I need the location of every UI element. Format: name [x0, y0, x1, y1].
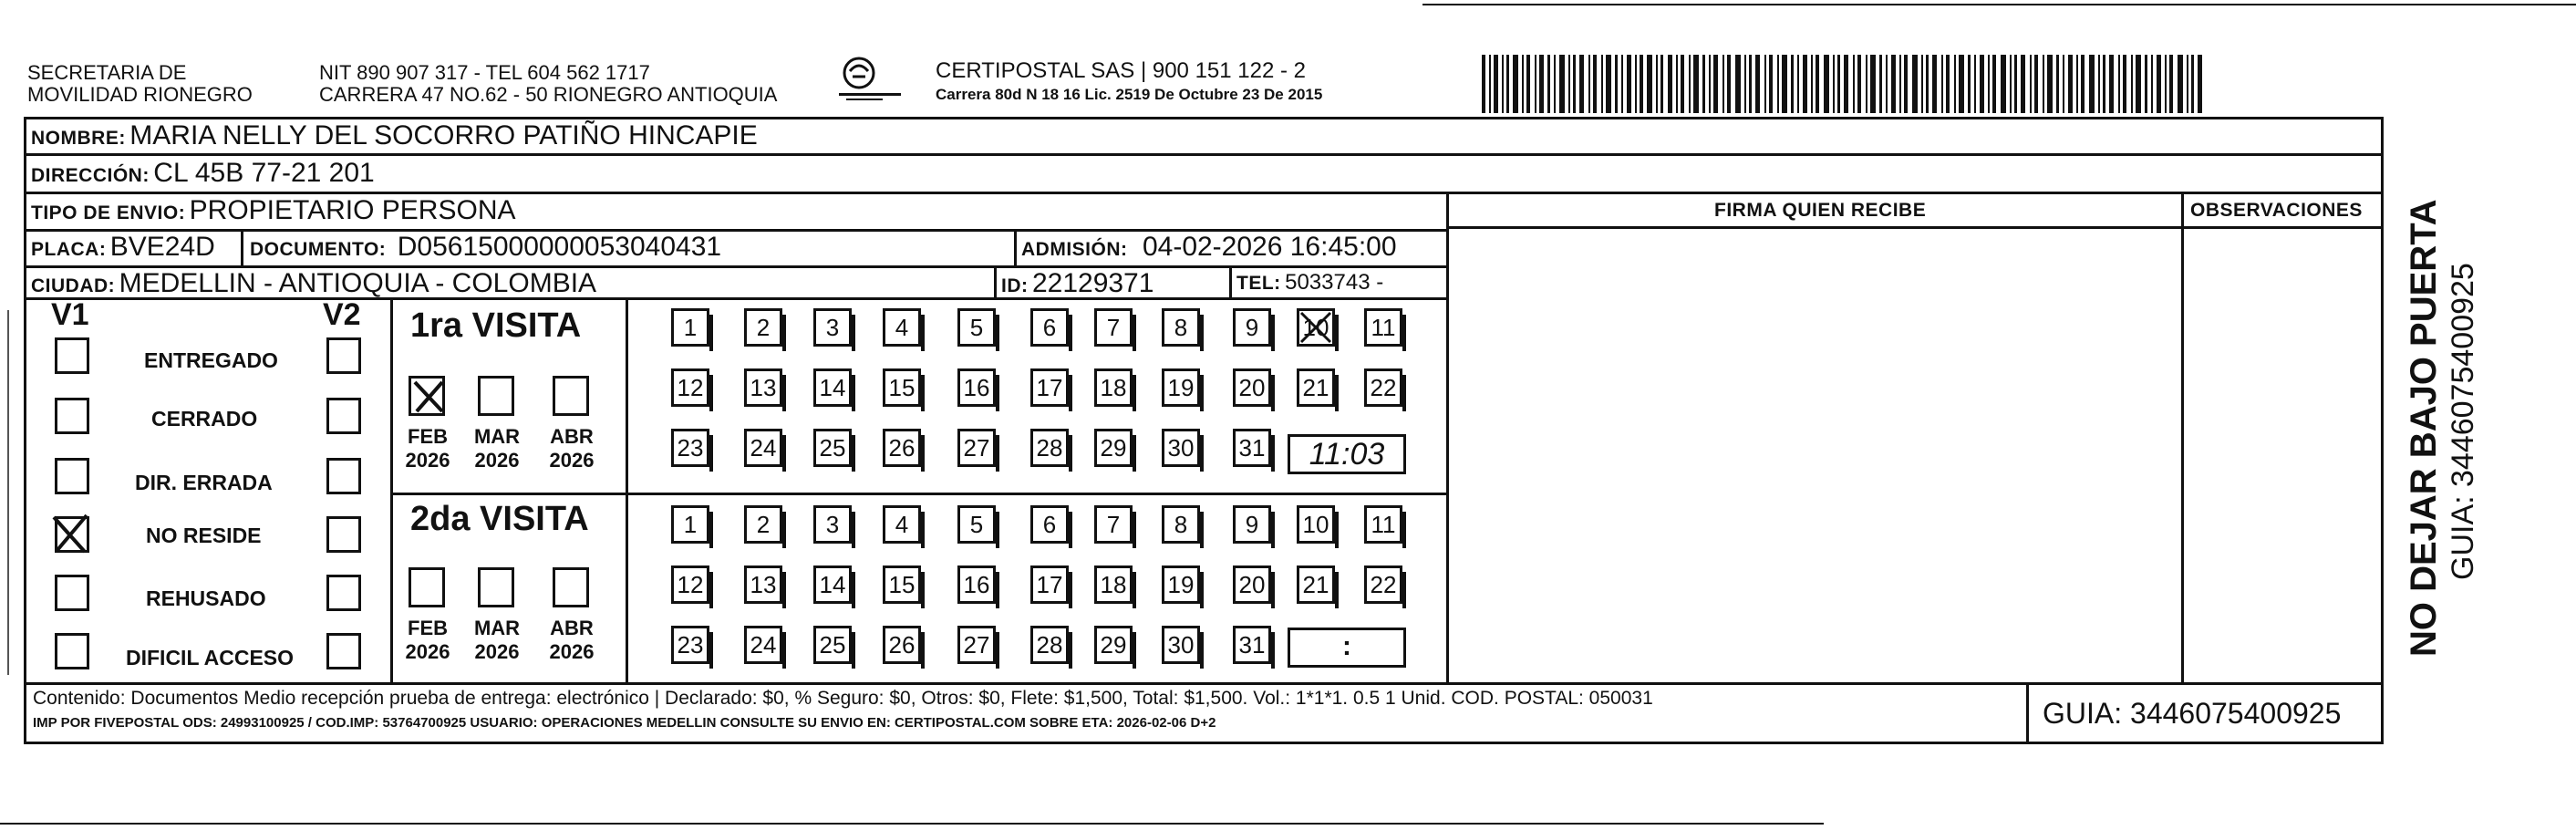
side-guide: GUIA: 3446075400925	[2446, 263, 2480, 580]
visit1-day-28[interactable]: 28	[1030, 429, 1069, 467]
shipping-label: TIPO DE ENVIO:	[31, 202, 186, 223]
status-entregado: ENTREGADO	[144, 348, 278, 372]
plate-value: BVE24D	[109, 232, 215, 262]
visit1-day-8[interactable]: 8	[1162, 308, 1200, 347]
visit1-day-10[interactable]: 10	[1297, 308, 1335, 347]
visit2-day-25[interactable]: 25	[813, 626, 852, 664]
visit1-day-20[interactable]: 20	[1233, 368, 1271, 407]
courier-license: Carrera 80d N 18 16 Lic. 2519 De Octubre 23 De 2015	[936, 86, 1323, 103]
v2-checkbox-no-reside[interactable]	[326, 516, 361, 553]
check-mark-icon	[50, 512, 90, 555]
recipient-name: MARIA NELLY DEL SOCORRO PATIÑO HINCAPIE	[129, 120, 758, 150]
visit1-day-29[interactable]: 29	[1094, 429, 1133, 467]
visit1-month-box-mar[interactable]	[478, 376, 514, 416]
visit2-day-14[interactable]: 14	[813, 565, 852, 604]
v1-checkbox-cerrado[interactable]	[55, 398, 89, 434]
admission-value: 04-02-2026 16:45:00	[1142, 232, 1397, 262]
visit2-time[interactable]: :	[1288, 628, 1406, 668]
id-label: ID:	[1001, 275, 1029, 296]
v2-checkbox-dir-errada[interactable]	[326, 458, 361, 494]
visit1-day-22[interactable]: 22	[1364, 368, 1402, 407]
status-no-reside: NO RESIDE	[146, 524, 262, 547]
visit1-day-16[interactable]: 16	[957, 368, 996, 407]
v1-checkbox-entregado[interactable]	[55, 337, 89, 374]
v2-checkbox-cerrado[interactable]	[326, 398, 361, 434]
visit2-day-6[interactable]: 6	[1030, 505, 1069, 544]
v1-label: V1	[51, 297, 89, 332]
tel-label: TEL:	[1236, 273, 1281, 294]
visit2-day-13[interactable]: 13	[744, 565, 782, 604]
visit1-day-9[interactable]: 9	[1233, 308, 1271, 347]
footer-guide: GUIA: 3446075400925	[2043, 697, 2342, 730]
visit2-day-19[interactable]: 19	[1162, 565, 1200, 604]
visit2-day-31[interactable]: 31	[1233, 626, 1271, 664]
visit2-month-label-feb: FEB 2026	[405, 617, 450, 663]
visit1-day-30[interactable]: 30	[1162, 429, 1200, 467]
document-label: DOCUMENTO:	[250, 239, 387, 260]
barcode	[1482, 51, 2207, 115]
observations-header: OBSERVACIONES	[2190, 200, 2363, 221]
visit1-day-25[interactable]: 25	[813, 429, 852, 467]
visit1-day-17[interactable]: 17	[1030, 368, 1069, 407]
visit1-day-13[interactable]: 13	[744, 368, 782, 407]
visit1-day-27[interactable]: 27	[957, 429, 996, 467]
visit1-day-5[interactable]: 5	[957, 308, 996, 347]
visit1-month-box-abr[interactable]	[553, 376, 589, 416]
visit2-day-12[interactable]: 12	[671, 565, 709, 604]
visit2-day-9[interactable]: 9	[1233, 505, 1271, 544]
visit2-day-18[interactable]: 18	[1094, 565, 1133, 604]
courier-logo-icon	[837, 53, 903, 112]
plate-label: PLACA:	[31, 239, 107, 260]
tel-value: 5033743 -	[1285, 270, 1384, 295]
tel-field	[1236, 270, 1383, 296]
courier-block	[936, 58, 1322, 106]
visit1-day-11[interactable]: 11	[1364, 308, 1402, 347]
visit1-time[interactable]: 11:03	[1288, 434, 1406, 474]
issuer-block	[27, 62, 253, 106]
v2-checkbox-dificil-acceso[interactable]	[326, 633, 361, 669]
scan-edge	[7, 310, 9, 675]
courier-name: CERTIPOSTAL SAS | 900 151 122 - 2	[936, 58, 1306, 83]
address-label: DIRECCIÓN:	[31, 165, 150, 186]
visit2-day-17[interactable]: 17	[1030, 565, 1069, 604]
status-dificil-acceso: DIFICIL ACCESO	[126, 646, 295, 669]
visit1-day-7[interactable]: 7	[1094, 308, 1133, 347]
id-field	[1001, 268, 1154, 299]
visit2-month-label-abr: ABR 2026	[549, 617, 595, 663]
visit1-day-1[interactable]: 1	[671, 308, 709, 347]
v2-label: V2	[323, 297, 361, 332]
visit2-month-box-mar[interactable]	[478, 567, 514, 607]
visit1-day-4[interactable]: 4	[883, 308, 921, 347]
v2-checkbox-rehusado[interactable]	[326, 575, 361, 611]
visit2-day-24[interactable]: 24	[744, 626, 782, 664]
shipping-type: PROPIETARIO PERSONA	[189, 195, 516, 225]
v1-checkbox-no-reside[interactable]	[55, 516, 89, 553]
visit1-title: 1ra VISITA	[410, 306, 582, 345]
issuer-line1: SECRETARIA DE	[27, 61, 187, 84]
visit2-month-box-abr[interactable]	[553, 567, 589, 607]
name-row	[31, 120, 758, 151]
visit1-day-18[interactable]: 18	[1094, 368, 1133, 407]
check-mark-icon	[411, 379, 448, 415]
visit2-day-8[interactable]: 8	[1162, 505, 1200, 544]
visit2-day-7[interactable]: 7	[1094, 505, 1133, 544]
visit2-day-4[interactable]: 4	[883, 505, 921, 544]
recipient-address: CL 45B 77-21 201	[153, 158, 375, 188]
side-notice: NO DEJAR BAJO PUERTA	[2404, 199, 2444, 657]
visit1-day-6[interactable]: 6	[1030, 308, 1069, 347]
visit1-day-31[interactable]: 31	[1233, 429, 1271, 467]
visit2-day-2[interactable]: 2	[744, 505, 782, 544]
visit1-day-15[interactable]: 15	[883, 368, 921, 407]
v1-checkbox-rehusado[interactable]	[55, 575, 89, 611]
signature-header: FIRMA QUIEN RECIBE	[1714, 200, 1927, 221]
visit2-day-27[interactable]: 27	[957, 626, 996, 664]
visit1-day-24[interactable]: 24	[744, 429, 782, 467]
scan-line	[1422, 4, 2576, 5]
id-value: 22129371	[1031, 268, 1154, 298]
city-label: CIUDAD:	[31, 275, 116, 296]
visit2-day-30[interactable]: 30	[1162, 626, 1200, 664]
issuer-contact	[319, 62, 777, 106]
shipping-row	[31, 195, 516, 226]
city-value: MEDELLIN - ANTIOQUIA - COLOMBIA	[119, 268, 597, 298]
v2-checkbox-entregado[interactable]	[326, 337, 361, 374]
status-cerrado: CERRADO	[151, 407, 258, 431]
scan-line-bottom	[0, 823, 1824, 825]
visit2-title: 2da VISITA	[410, 500, 589, 538]
footer-contents: Contenido: Documentos Medio recepción prueba de entrega: electrónico | Declarado: $0, % Seguro: $0, Otros: $0, Flete: $1,500, Total: $1,500. Vol.: 1*1*1. 0.5 1 Unid. COD. POSTAL: 050031	[33, 688, 1653, 709]
visit2-day-26[interactable]: 26	[883, 626, 921, 664]
visit1-month-box-feb[interactable]	[409, 376, 445, 416]
city-field	[31, 268, 596, 299]
visit1-day-19[interactable]: 19	[1162, 368, 1200, 407]
visit1-day-12[interactable]: 12	[671, 368, 709, 407]
admission-field	[1021, 232, 1397, 263]
admission-label: ADMISIÓN:	[1021, 239, 1128, 260]
visit2-day-5[interactable]: 5	[957, 505, 996, 544]
visit2-day-1[interactable]: 1	[671, 505, 709, 544]
visit1-day-26[interactable]: 26	[883, 429, 921, 467]
visit2-day-22[interactable]: 22	[1364, 565, 1402, 604]
plate-field	[31, 232, 215, 263]
cross-mark-icon	[1296, 307, 1336, 348]
status-dir-errada: DIR. ERRADA	[135, 471, 273, 494]
visit2-day-20[interactable]: 20	[1233, 565, 1271, 604]
visit2-day-3[interactable]: 3	[813, 505, 852, 544]
document-field	[250, 232, 721, 263]
visit2-month-label-mar: MAR 2026	[473, 617, 521, 663]
visit1-day-3[interactable]: 3	[813, 308, 852, 347]
visit2-month-box-feb[interactable]	[409, 567, 445, 607]
visit1-day-23[interactable]: 23	[671, 429, 709, 467]
visit2-day-28[interactable]: 28	[1030, 626, 1069, 664]
visit1-day-14[interactable]: 14	[813, 368, 852, 407]
visit2-day-16[interactable]: 16	[957, 565, 996, 604]
footer-printed-info: IMP POR FIVEPOSTAL ODS: 24993100925 / COD.IMP: 53764700925 USUARIO: OPERACIONES MEDELLIN CONSULTE SU ENVIO EN: CERTIPOSTAL.COM SOBRE ETA: 2026-02-06 D+2	[33, 715, 1216, 731]
visit1-day-2[interactable]: 2	[744, 308, 782, 347]
document-value: D05615000000053040431	[397, 232, 722, 262]
visit2-day-29[interactable]: 29	[1094, 626, 1133, 664]
v1-checkbox-dir-errada[interactable]	[55, 458, 89, 494]
visit2-day-11[interactable]: 11	[1364, 505, 1402, 544]
issuer-line2: MOVILIDAD RIONEGRO	[27, 83, 253, 106]
v1-checkbox-dificil-acceso[interactable]	[55, 633, 89, 669]
issuer-address: CARRERA 47 NO.62 - 50 RIONEGRO ANTIOQUIA	[319, 83, 778, 106]
status-rehusado: REHUSADO	[146, 586, 266, 610]
visit2-day-23[interactable]: 23	[671, 626, 709, 664]
visit2-day-21[interactable]: 21	[1297, 565, 1335, 604]
visit2-day-15[interactable]: 15	[883, 565, 921, 604]
visit1-day-21[interactable]: 21	[1297, 368, 1335, 407]
visit1-month-label-mar: MAR 2026	[473, 425, 521, 472]
address-row	[31, 158, 375, 189]
visit1-month-label-feb: FEB 2026	[405, 425, 450, 472]
name-label: NOMBRE:	[31, 128, 126, 149]
nit-line: NIT 890 907 317 - TEL 604 562 1717	[319, 61, 650, 84]
visit2-day-10[interactable]: 10	[1297, 505, 1335, 544]
visit1-month-label-abr: ABR 2026	[549, 425, 595, 472]
